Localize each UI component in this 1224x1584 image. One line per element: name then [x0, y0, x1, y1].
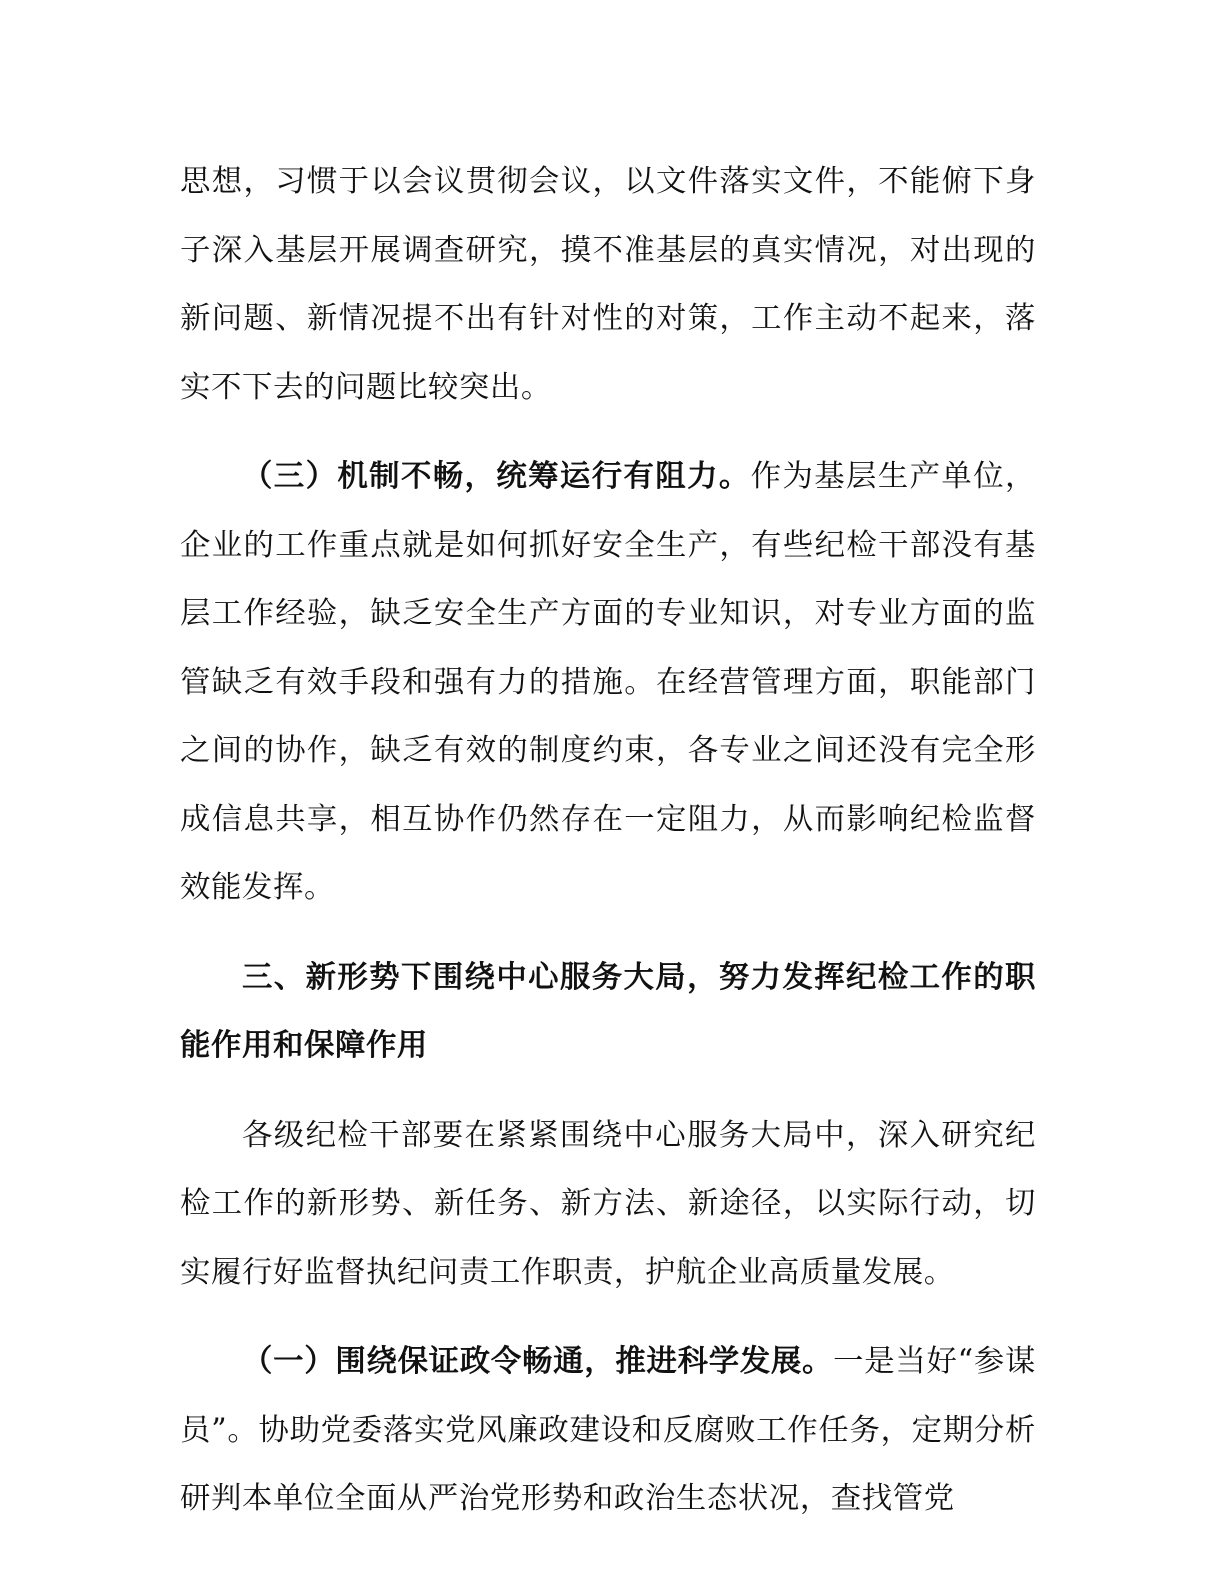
paragraph-body: 一是当好“参谋员”。协助党委落实党风廉政建设和反腐败工作任务，定期分析研判本单位全面从严治党形势和政治生态状况，查找管党	[180, 1344, 1036, 1516]
paragraph-lead-heading: （一）围绕保证政令畅通，推进科学发展。	[242, 1344, 834, 1379]
paragraph-mechanism	[180, 443, 1036, 923]
document-page	[180, 148, 1036, 1534]
paragraph-body: 作为基层生产单位，企业的工作重点就是如何抓好安全生产，有些纪检干部没有基层工作经验，缺乏安全生产方面的专业知识，对专业方面的监管缺乏有效手段和强有力的措施。在经营管理方面，职能部门之间的协作，缺乏有效的制度约束，各专业之间还没有完全形成信息共享，相互协作仍然存在一定阻力，从而影响纪检监督效能发挥。	[180, 459, 1036, 905]
paragraph-continuation: 思想，习惯于以会议贯彻会议，以文件落实文件，不能俯下身子深入基层开展调查研究，摸不准基层的真实情况，对出现的新问题、新情况提不出有针对性的对策，工作主动不起来，落实不下去的问题比较突出。	[180, 164, 1036, 405]
paragraph-intro: 各级纪检干部要在紧紧围绕中心服务大局中，深入研究纪检工作的新形势、新任务、新方法、新途径，以实际行动，切实履行好监督执纪问责工作职责，护航企业高质量发展。	[180, 1117, 1036, 1290]
section-heading: 三、新形势下围绕中心服务大局，努力发挥纪检工作的职能作用和保障作用	[180, 959, 1036, 1063]
paragraph-subsection-one	[180, 1328, 1036, 1534]
paragraph-lead-heading: （三）机制不畅，统筹运行有阻力。	[242, 459, 751, 494]
